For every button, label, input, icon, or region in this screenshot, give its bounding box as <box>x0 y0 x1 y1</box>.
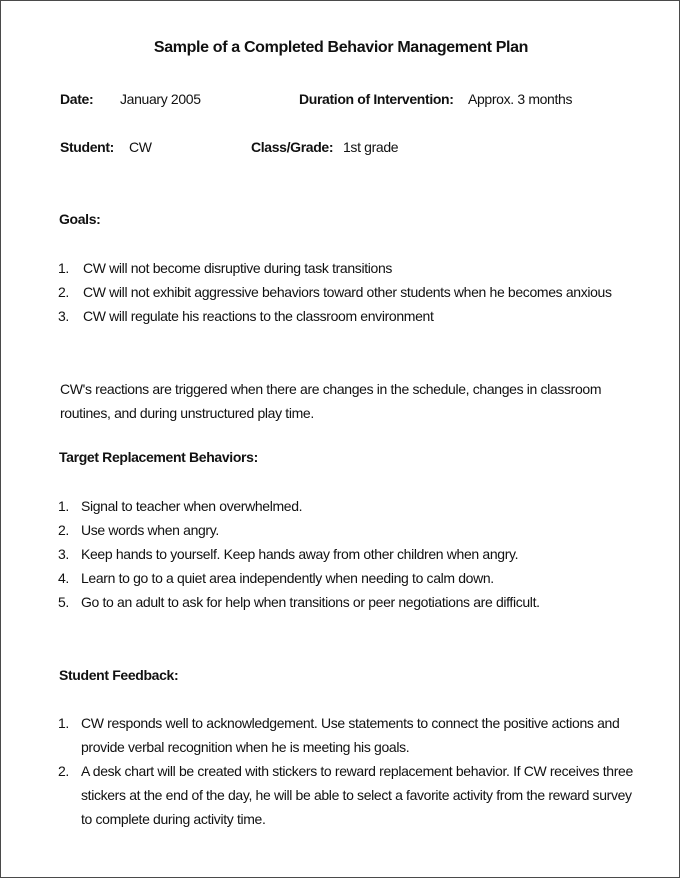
list-text: Go to an adult to ask for help when transitions or peer negotiations are difficult. <box>81 594 540 610</box>
list-text: CW will regulate his reactions to the classroom environment <box>83 308 434 324</box>
triggers-paragraph: CW's reactions are triggered when there are changes in the schedule, changes in classroom routines, and during unstructured play time. <box>60 381 602 421</box>
list-text: CW will not exhibit aggressive behaviors toward other students when he becomes anxious <box>83 284 612 300</box>
list-item <box>58 304 618 328</box>
duration-label: Duration of Intervention: <box>299 91 454 107</box>
date-value: January 2005 <box>120 91 201 107</box>
replacement-heading: Target Replacement Behaviors: <box>59 449 258 465</box>
list-text: Learn to go to a quiet area independently when needing to calm down. <box>81 570 494 586</box>
list-text: CW responds well to acknowledgement. Use statements to connect the positive actions and provide verbal recognition when he is meeting his goals. <box>81 715 620 755</box>
list-number: 1. <box>58 260 69 276</box>
list-number: 2. <box>58 522 69 538</box>
list-text: A desk chart will be created with stickers to reward replacement behavior. If CW receives three stickers at the end of the day, he will be able to select a favorite activity from the reward survey to complete during activity time. <box>81 763 633 827</box>
list-number: 3. <box>58 308 69 324</box>
duration-value: Approx. 3 months <box>468 91 573 107</box>
goals-heading: Goals: <box>59 211 101 227</box>
list-number: 4. <box>58 570 69 586</box>
list-item <box>58 542 658 566</box>
student-value: CW <box>129 139 152 155</box>
document-title: Sample of a Completed Behavior Management Plan <box>153 39 529 56</box>
list-item <box>58 590 658 614</box>
list-number: 3. <box>58 546 69 562</box>
date-label: Date: <box>60 91 94 107</box>
list-item <box>58 256 618 280</box>
goals-list <box>58 256 618 328</box>
list-item <box>58 566 658 590</box>
list-number: 2. <box>58 763 69 779</box>
list-item <box>58 280 618 304</box>
list-number: 1. <box>58 498 69 514</box>
list-text: Keep hands to yourself. Keep hands away from other children when angry. <box>81 546 519 562</box>
list-number: 2. <box>58 284 69 300</box>
list-item <box>58 711 638 759</box>
list-item <box>58 518 658 542</box>
list-item <box>58 759 638 831</box>
student-label: Student: <box>60 139 114 155</box>
list-text: Signal to teacher when overwhelmed. <box>81 498 303 514</box>
list-text: Use words when angry. <box>81 522 219 538</box>
list-number: 1. <box>58 715 69 731</box>
list-number: 5. <box>58 594 69 610</box>
replacement-list <box>58 494 658 614</box>
feedback-list <box>58 711 638 831</box>
class-label: Class/Grade: <box>251 139 334 155</box>
list-item <box>58 494 658 518</box>
class-value: 1st grade <box>343 139 399 155</box>
feedback-heading: Student Feedback: <box>59 667 179 683</box>
list-text: CW will not become disruptive during task transitions <box>83 260 393 276</box>
